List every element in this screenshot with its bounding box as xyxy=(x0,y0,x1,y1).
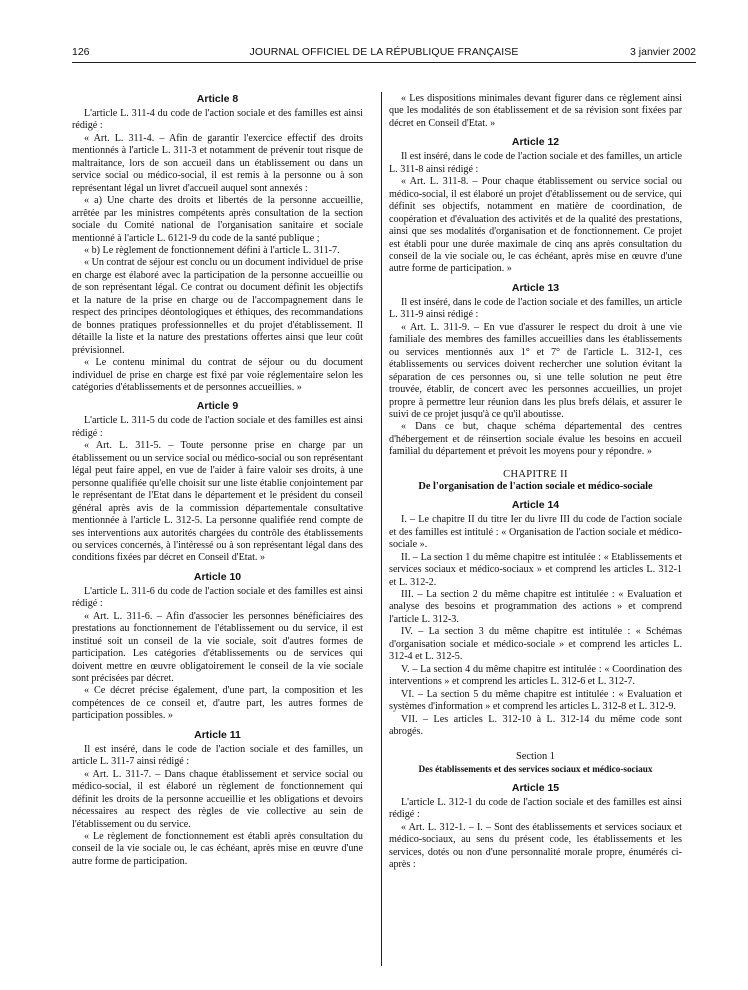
article-heading: Article 12 xyxy=(511,136,560,149)
paragraph: « Art. L. 311-9. – En vue d'assurer le respect du droit à une vie familiale des membres des familles accueillies dans les établissements ou services mentionnés aux 1° et 7° de l'article L. 312-1, ces établissements ou services doivent rechercher une solution évitant la séparation de ces personnes ou, si une telle solution ne peut être trouvée, établir, de concert avec les personnes accueillies, un projet propre à permettre leur réunion dans les plus brefs délais, et assurer le suivi de ce projet jusqu'à ce qu'il aboutisse. xyxy=(389,321,682,420)
paragraph: « Le contenu minimal du contrat de séjour ou du document individuel de prise en charge est fixé par voie réglementaire selon les catégories d'établissements et de personnes accueillies. » xyxy=(72,357,363,393)
article-heading: Article 10 xyxy=(193,570,242,583)
paragraph: « Art. L. 311-5. – Toute personne prise en charge par un établissement ou un service social ou médico-social ou son représentant légal peut faire appel, en vue de l'aider à faire valoir ses droits, à une personne qualifiée qu'elle choisit sur une liste établie conjointement par le représentant de l'Etat dans le département et le président du conseil général après avis de la commission départementale consultative mentionnée à l'article L. 312-5. La personne qualifiée rend compte de ses interventions aux autorités chargées du contrôle des établissements ou services concernés, à l'intéressé ou à son représentant légal dans des conditions fixées par décret en Conseil d'Etat. » xyxy=(72,440,364,564)
page-header xyxy=(72,44,696,60)
page-number: 126 xyxy=(72,46,90,58)
chapter-heading: CHAPITRE II xyxy=(503,468,568,480)
paragraph: VI. – La section 5 du même chapitre est intitulée : « Evaluation et systèmes d'information » et comprend les articles L. 312-8 et L. 312-9. xyxy=(389,688,682,713)
journal-title: JOURNAL OFFICIEL DE LA RÉPUBLIQUE FRANÇAISE xyxy=(249,46,519,58)
paragraph: Il est inséré, dans le code de l'action sociale et des familles, un article L. 311-7 ainsi rédigé : xyxy=(72,743,363,768)
paragraph: « b) Le règlement de fonctionnement défini à l'article L. 311-7. xyxy=(84,244,340,256)
paragraph: L'article L. 312-1 du code de l'action sociale et des familles est ainsi rédigé : xyxy=(389,796,682,821)
paragraph: « Art. L. 311-7. – Dans chaque établissement et service social ou médico-social, il est élaboré un règlement de fonctionnement qui définit les droits de la personne accueillie et les obligations et devoirs nécessaires au respect des règles de vie collective au sein de l'établissement ou du service. xyxy=(72,768,363,830)
paragraph: II. – La section 1 du même chapitre est intitulée : « Etablissements et services sociaux et médico-sociaux » et comprend les articles L. 312-1 et L. 312-2. xyxy=(389,551,682,588)
paragraph: Il est inséré, dans le code de l'action sociale et des familles, un article L. 311-9 ainsi rédigé : xyxy=(389,296,682,321)
header-rule xyxy=(72,62,696,63)
article-heading: Article 11 xyxy=(194,728,241,741)
section-heading: Section 1 xyxy=(516,751,555,763)
section-title: Des établissements et des services sociaux et médico-sociaux xyxy=(418,764,653,775)
left-column xyxy=(72,93,363,868)
paragraph: « a) Une charte des droits et libertés de la personne accueillie, arrêtée par les ministres compétents après consultation de la section sociale du Comité national de l'organisation sanitaire et sociale mentionné à l'article L. 6121-9 du code de la santé publique ; xyxy=(72,195,363,244)
paragraph: « Un contrat de séjour est conclu ou un document individuel de prise en charge est élaboré avec la participation de la personne accueillie ou de son représentant légal. Ce contrat ou document définit les objectifs et la nature de la prise en charge ou de l'accompagnement dans le respect des principes déontologiques et éthiques, des recommandations de bonnes pratiques professionnelles et du projet d'établissement. Il détaille la liste et la nature des prestations offertes ainsi que leur coût prévisionnel. xyxy=(72,257,363,356)
paragraph: IV. – La section 3 du même chapitre est intitulée : « Schémas d'organisation sociale et médico-sociale » et comprend les articles L. 312-4 et L. 312-5. xyxy=(389,626,682,663)
paragraph: VII. – Les articles L. 312-10 à L. 312-14 du même code sont abrogés. xyxy=(389,713,682,737)
paragraph: « Art. L. 311-8. – Pour chaque établissement ou service social ou médico-social, il est élaboré un projet d'établissement ou de service, qui définit ses objectifs, notamment en matière de coordination, de coopération et d'évaluation des activités et de la qualité des prestations, ainsi que ses modalités d'organisation et de fonctionnement. Ce projet est établi pour une durée maximale de cinq ans après consultation du conseil de la vie sociale ou, le cas échéant, après mise en œuvre d'une autre forme de participation. » xyxy=(389,176,682,275)
paragraph: « Art. L. 311-6. – Afin d'associer les personnes bénéficiaires des prestations au fonctionnement de l'établissement ou du service, il est institué soit un conseil de la vie sociale, soit d'autres formes de participation. Les catégories d'établissements ou de services qui doivent mettre en œuvre obligatoirement le conseil de la vie sociale sont précisées par décret. xyxy=(72,610,363,685)
paragraph: L'article L. 311-6 du code de l'action sociale et des familles est ainsi rédigé : xyxy=(72,585,363,610)
article-heading: Article 14 xyxy=(511,499,560,512)
paragraph: L'article L. 311-5 du code de l'action sociale et des familles est ainsi rédigé : xyxy=(72,415,363,439)
issue-date: 3 janvier 2002 xyxy=(630,46,696,58)
right-column xyxy=(389,93,682,872)
paragraph: V. – La section 4 du même chapitre est intitulée : « Coordination des interventions » et comprend les articles L. 312-6 et L. 312-7. xyxy=(389,663,682,688)
article-heading: Article 15 xyxy=(511,781,560,794)
paragraph: L'article L. 311-4 du code de l'action sociale et des familles est ainsi rédigé : xyxy=(72,108,363,132)
paragraph: « Art. L. 311-4. – Afin de garantir l'exercice effectif des droits mentionnés à l'article L. 311-3 et notamment de prévenir tout risque de maltraitance, lors de son accueil dans un établissement ou dans un service social ou médico-social, il est remis à la personne ou à son représentant légal un livret d'accueil auquel sont annexés : xyxy=(72,132,363,194)
column-divider xyxy=(381,92,382,966)
paragraph: « Art. L. 312-1. – I. – Sont des établissements et services sociaux et médico-sociaux, au sens du présent code, les établissements et les services, dotés ou non d'une personnalité morale propre, énumérés ci-après : xyxy=(389,821,682,871)
paragraph: « Ce décret précise également, d'une part, la composition et les compétences de ce conseil et, d'autre part, les autres formes de participation possibles. » xyxy=(72,685,363,722)
paragraph: Il est inséré, dans le code de l'action sociale et des familles, un article L. 311-8 ainsi rédigé : xyxy=(389,151,682,175)
article-heading: Article 13 xyxy=(511,281,560,294)
paragraph: « Les dispositions minimales devant figurer dans ce règlement ainsi que les modalités de son établissement et de sa révision sont fixées par décret en Conseil d'Etat. » xyxy=(389,93,682,129)
article-heading: Article 8 xyxy=(196,93,239,105)
paragraph: I. – Le chapitre II du titre Ier du livre III du code de l'action sociale et des familles est intitulé : « Organisation de l'action sociale et médico-sociale ». xyxy=(389,514,682,551)
paragraph: « Dans ce but, chaque schéma départemental des centres d'hébergement et de réinsertion sociale évalue les besoins en accueil familial du département et prévoit les moyens pour y répondre. » xyxy=(389,421,682,458)
chapter-title: De l'organisation de l'action sociale et médico-sociale xyxy=(418,480,653,492)
paragraph: « Le règlement de fonctionnement est établi après consultation du conseil de la vie sociale ou, le cas échéant, après mise en œuvre d'une autre forme de participation. xyxy=(72,831,363,867)
article-heading: Article 9 xyxy=(196,400,239,413)
paragraph: III. – La section 2 du même chapitre est intitulée : « Evaluation et analyse des besoins et programmation des actions » et comprend l'article L. 312-3. xyxy=(389,589,682,625)
